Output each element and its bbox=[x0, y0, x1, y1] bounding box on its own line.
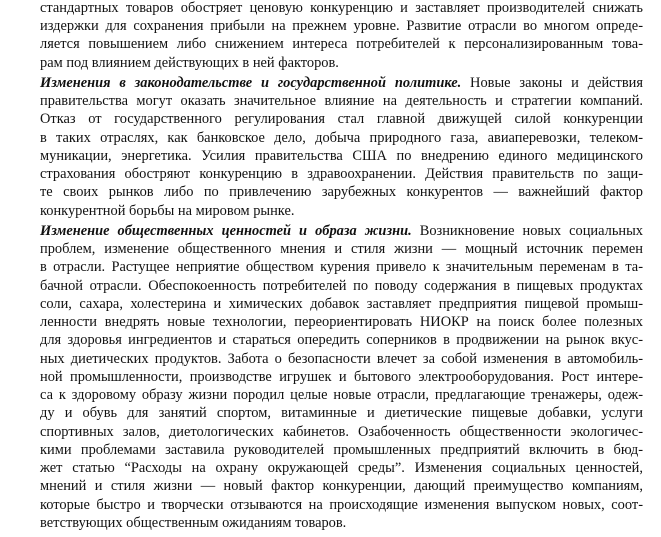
text-line: для здоровья ингредиентов и стараться опередить соперников в продвижении на рынок вкус- bbox=[40, 332, 643, 349]
paragraph-first-line bbox=[40, 74, 643, 92]
text-line: те своих рынков либо по привлечению зарубежных конкурентов — важнейший фактор bbox=[40, 184, 643, 201]
text-line: муникации, энергетика. Усилия правительства США по внедрению единого медицинского bbox=[40, 147, 643, 164]
text-line: ленности внедрять новые технологии, переориентировать НИОКР на поиск более полезных bbox=[40, 314, 643, 331]
text-line: конкурентной борьбы на мировом рынке. bbox=[40, 202, 295, 219]
paragraph-first-line bbox=[40, 222, 643, 240]
paragraph-heading: Изменения в законодательстве и государственной политике. bbox=[40, 74, 462, 91]
text-line: жет статью “Расходы на охрану окружающей среды”. Изменения социальных ценностей, bbox=[40, 460, 643, 477]
text-line: мнений и стиля жизни — новый фактор конкуренции, дающий преимущество компаниям, bbox=[40, 478, 643, 495]
text-run: Новые законы и действия bbox=[461, 74, 643, 91]
text-line: Отказ от государственного регулирования стал главной движущей силой конкуренции bbox=[40, 111, 643, 128]
text-line: которые быстро и творчески отзываются на происходящие изменения выпуском новых, соот- bbox=[40, 496, 643, 513]
text-line: в таких отраслях, как банковское дело, добыча природного газа, авиаперевозки, телеком- bbox=[40, 129, 643, 146]
text-line: проблем, изменение общественного мнения и стиля жизни — мощный источник перемен bbox=[40, 241, 643, 258]
text-line: в отрасли. Растущее неприятие обществом курения привело к значительным переменам в та- bbox=[40, 259, 643, 276]
text-line: спортивных залов, диетологических кабинетов. Озабоченность общественности экологичес- bbox=[40, 423, 643, 440]
paragraph-heading: Изменение общественных ценностей и образа жизни. bbox=[40, 222, 412, 239]
text-line: правительства могут оказать значительное влияние на деятельность и стратегии компаний. bbox=[40, 93, 643, 110]
text-line: ной промышленности, производстве игрушек и бытового электрооборудования. Рост интере- bbox=[40, 368, 643, 385]
text-line: ду и обувь для занятий спортом, витаминные и диетические пищевые добавки, услуги bbox=[40, 405, 643, 422]
text-line: бачной отрасли. Обеспокоенность потребителей по поводу содержания в пищевых продуктах bbox=[40, 277, 643, 294]
text-line: са к здоровому образу жизни породил целые новые отрасли, предлагающие тренажеры, одеж- bbox=[40, 387, 643, 404]
text-run: Возникновение новых социальных bbox=[411, 222, 643, 239]
text-line: стандартных товаров обостряет ценовую конкуренцию и заставляет производителей снижать bbox=[40, 0, 643, 16]
text-line: кими проблемами заставила руководителей промышленных предприятий включить в бюд- bbox=[40, 441, 643, 458]
text-line: рам под влиянием действующих в ней факторов. bbox=[40, 54, 339, 71]
text-line: страхования обостряют конкуренцию в здравоохранении. Действия правительств по защи- bbox=[40, 166, 643, 183]
text-line: ляется повышением либо снижением интереса потребителей к персонализированным това- bbox=[40, 36, 643, 53]
text-line: ветствующих общественным ожиданиям товаров. bbox=[40, 514, 347, 531]
text-line: ных диетических продуктов. Забота о безопасности влечет за собой изменения в автомобиль- bbox=[40, 350, 643, 367]
text-line: соли, сахара, холестерина и химических добавок заставляет предприятия пищевой промыш- bbox=[40, 295, 643, 312]
text-line: издержки для сохранения прибыли на прежнем уровне. Развитие отрасли во многом опреде- bbox=[40, 18, 643, 35]
